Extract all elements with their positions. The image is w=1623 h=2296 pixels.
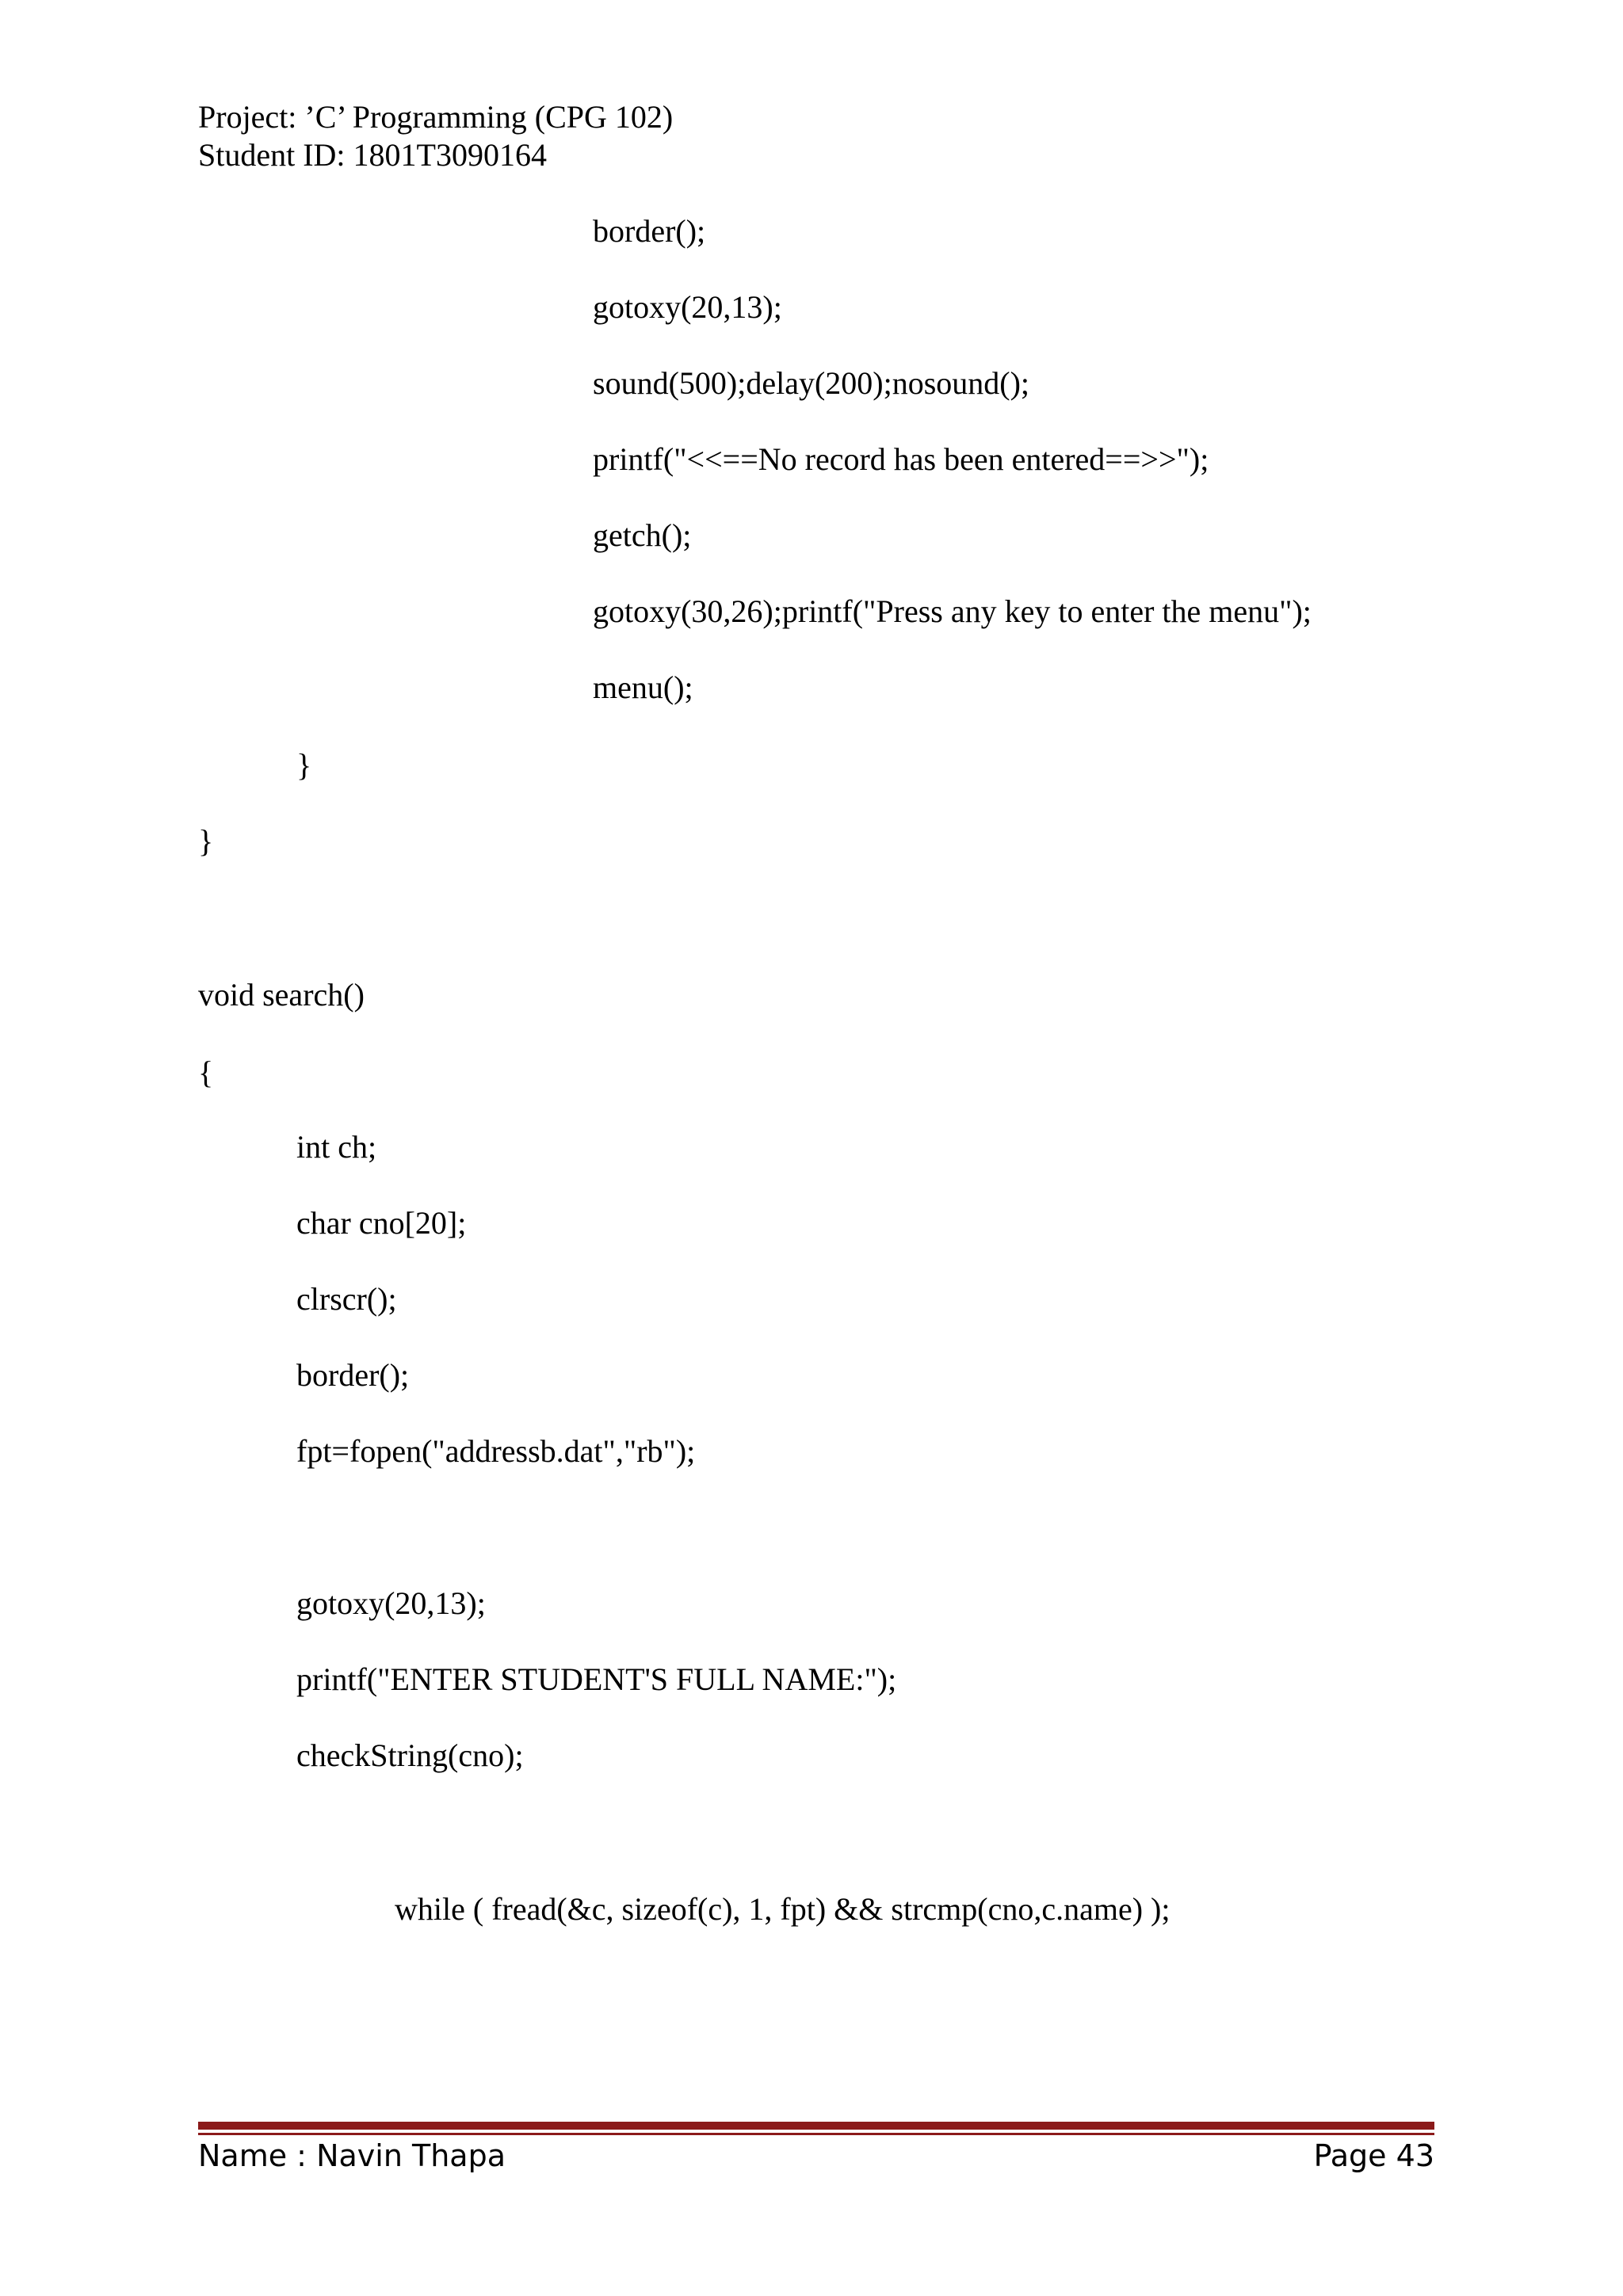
- code-line: gotoxy(20,13);: [593, 289, 782, 325]
- code-line: sound(500);delay(200);nosound();: [593, 365, 1030, 401]
- footer-author-name: Name : Navin Thapa: [198, 2138, 506, 2173]
- code-line: fpt=fopen("addressb.dat","rb");: [296, 1433, 696, 1469]
- code-line: void search(): [198, 977, 365, 1013]
- code-line: clrscr();: [296, 1281, 397, 1317]
- student-id: Student ID: 1801T3090164: [198, 137, 547, 173]
- project-title: Project: ’C’ Programming (CPG 102): [198, 99, 674, 135]
- code-line: {: [198, 1055, 214, 1090]
- code-line: }: [198, 823, 214, 859]
- code-line: char cno[20];: [296, 1205, 467, 1241]
- code-line: menu();: [593, 669, 693, 705]
- code-line: gotoxy(20,13);: [296, 1585, 486, 1621]
- footer-rule-thin: [198, 2133, 1434, 2135]
- code-line: gotoxy(30,26);printf("Press any key to enter the menu");: [593, 593, 1312, 629]
- code-line: while ( fread(&c, sizeof(c), 1, fpt) && strcmp(cno,c.name) );: [395, 1891, 1170, 1927]
- footer-rule: [198, 2122, 1434, 2130]
- code-line: border();: [296, 1357, 410, 1393]
- code-line: int ch;: [296, 1129, 377, 1165]
- code-line: }: [296, 747, 312, 783]
- code-line: printf("ENTER STUDENT'S FULL NAME:");: [296, 1661, 897, 1697]
- page-number: Page 43: [1313, 2138, 1434, 2173]
- code-line: printf("<<==No record has been entered==>>");: [593, 441, 1209, 477]
- code-line: checkString(cno);: [296, 1737, 524, 1773]
- code-line: getch();: [593, 517, 692, 553]
- code-line: border();: [593, 213, 706, 249]
